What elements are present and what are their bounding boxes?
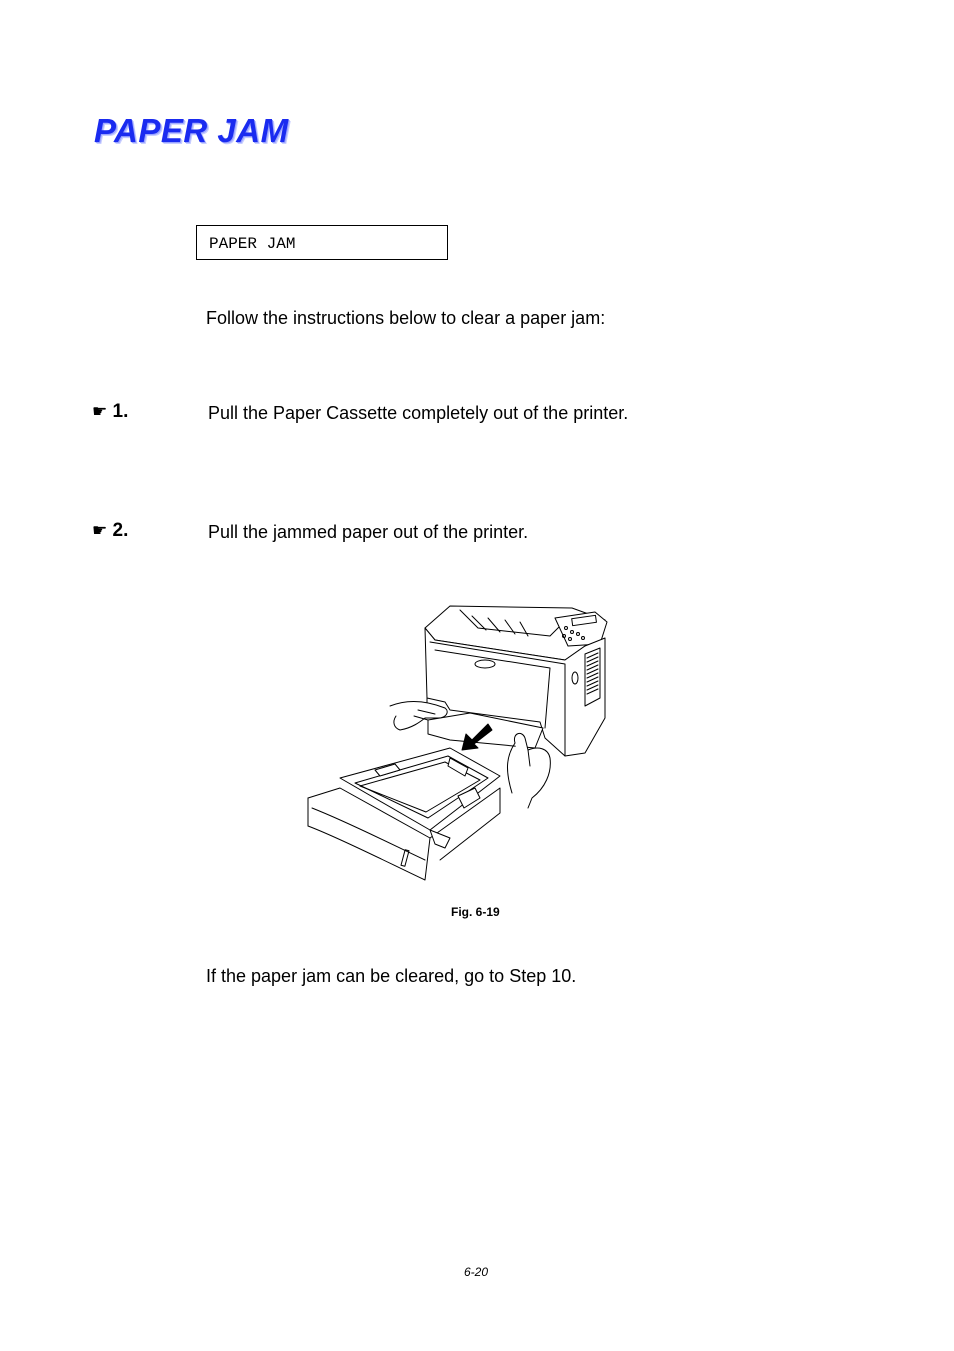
pointing-hand-icon: ☛ xyxy=(92,402,108,422)
step-1-text: Pull the Paper Cassette completely out of the printer. xyxy=(208,403,629,423)
lcd-message: PAPER JAM xyxy=(209,235,296,253)
step-2-marker xyxy=(92,520,128,542)
page-number: 6-20 xyxy=(464,1265,489,1279)
pointing-hand-icon: ☛ xyxy=(92,521,108,541)
lcd-display xyxy=(196,225,448,260)
step-2-text: Pull the jammed paper out of the printer. xyxy=(208,522,529,542)
printer-cassette-illustration xyxy=(300,598,615,888)
intro-text: Follow the instructions below to clear a paper jam: xyxy=(206,308,606,328)
step-1-marker xyxy=(92,401,128,423)
step-2-number: 2. xyxy=(112,520,129,541)
page-title: PAPER JAM xyxy=(94,112,289,149)
closing-text: If the paper jam can be cleared, go to Step 10. xyxy=(206,966,577,986)
figure-caption: Fig. 6-19 xyxy=(451,905,500,919)
step-1-number: 1. xyxy=(112,401,129,422)
